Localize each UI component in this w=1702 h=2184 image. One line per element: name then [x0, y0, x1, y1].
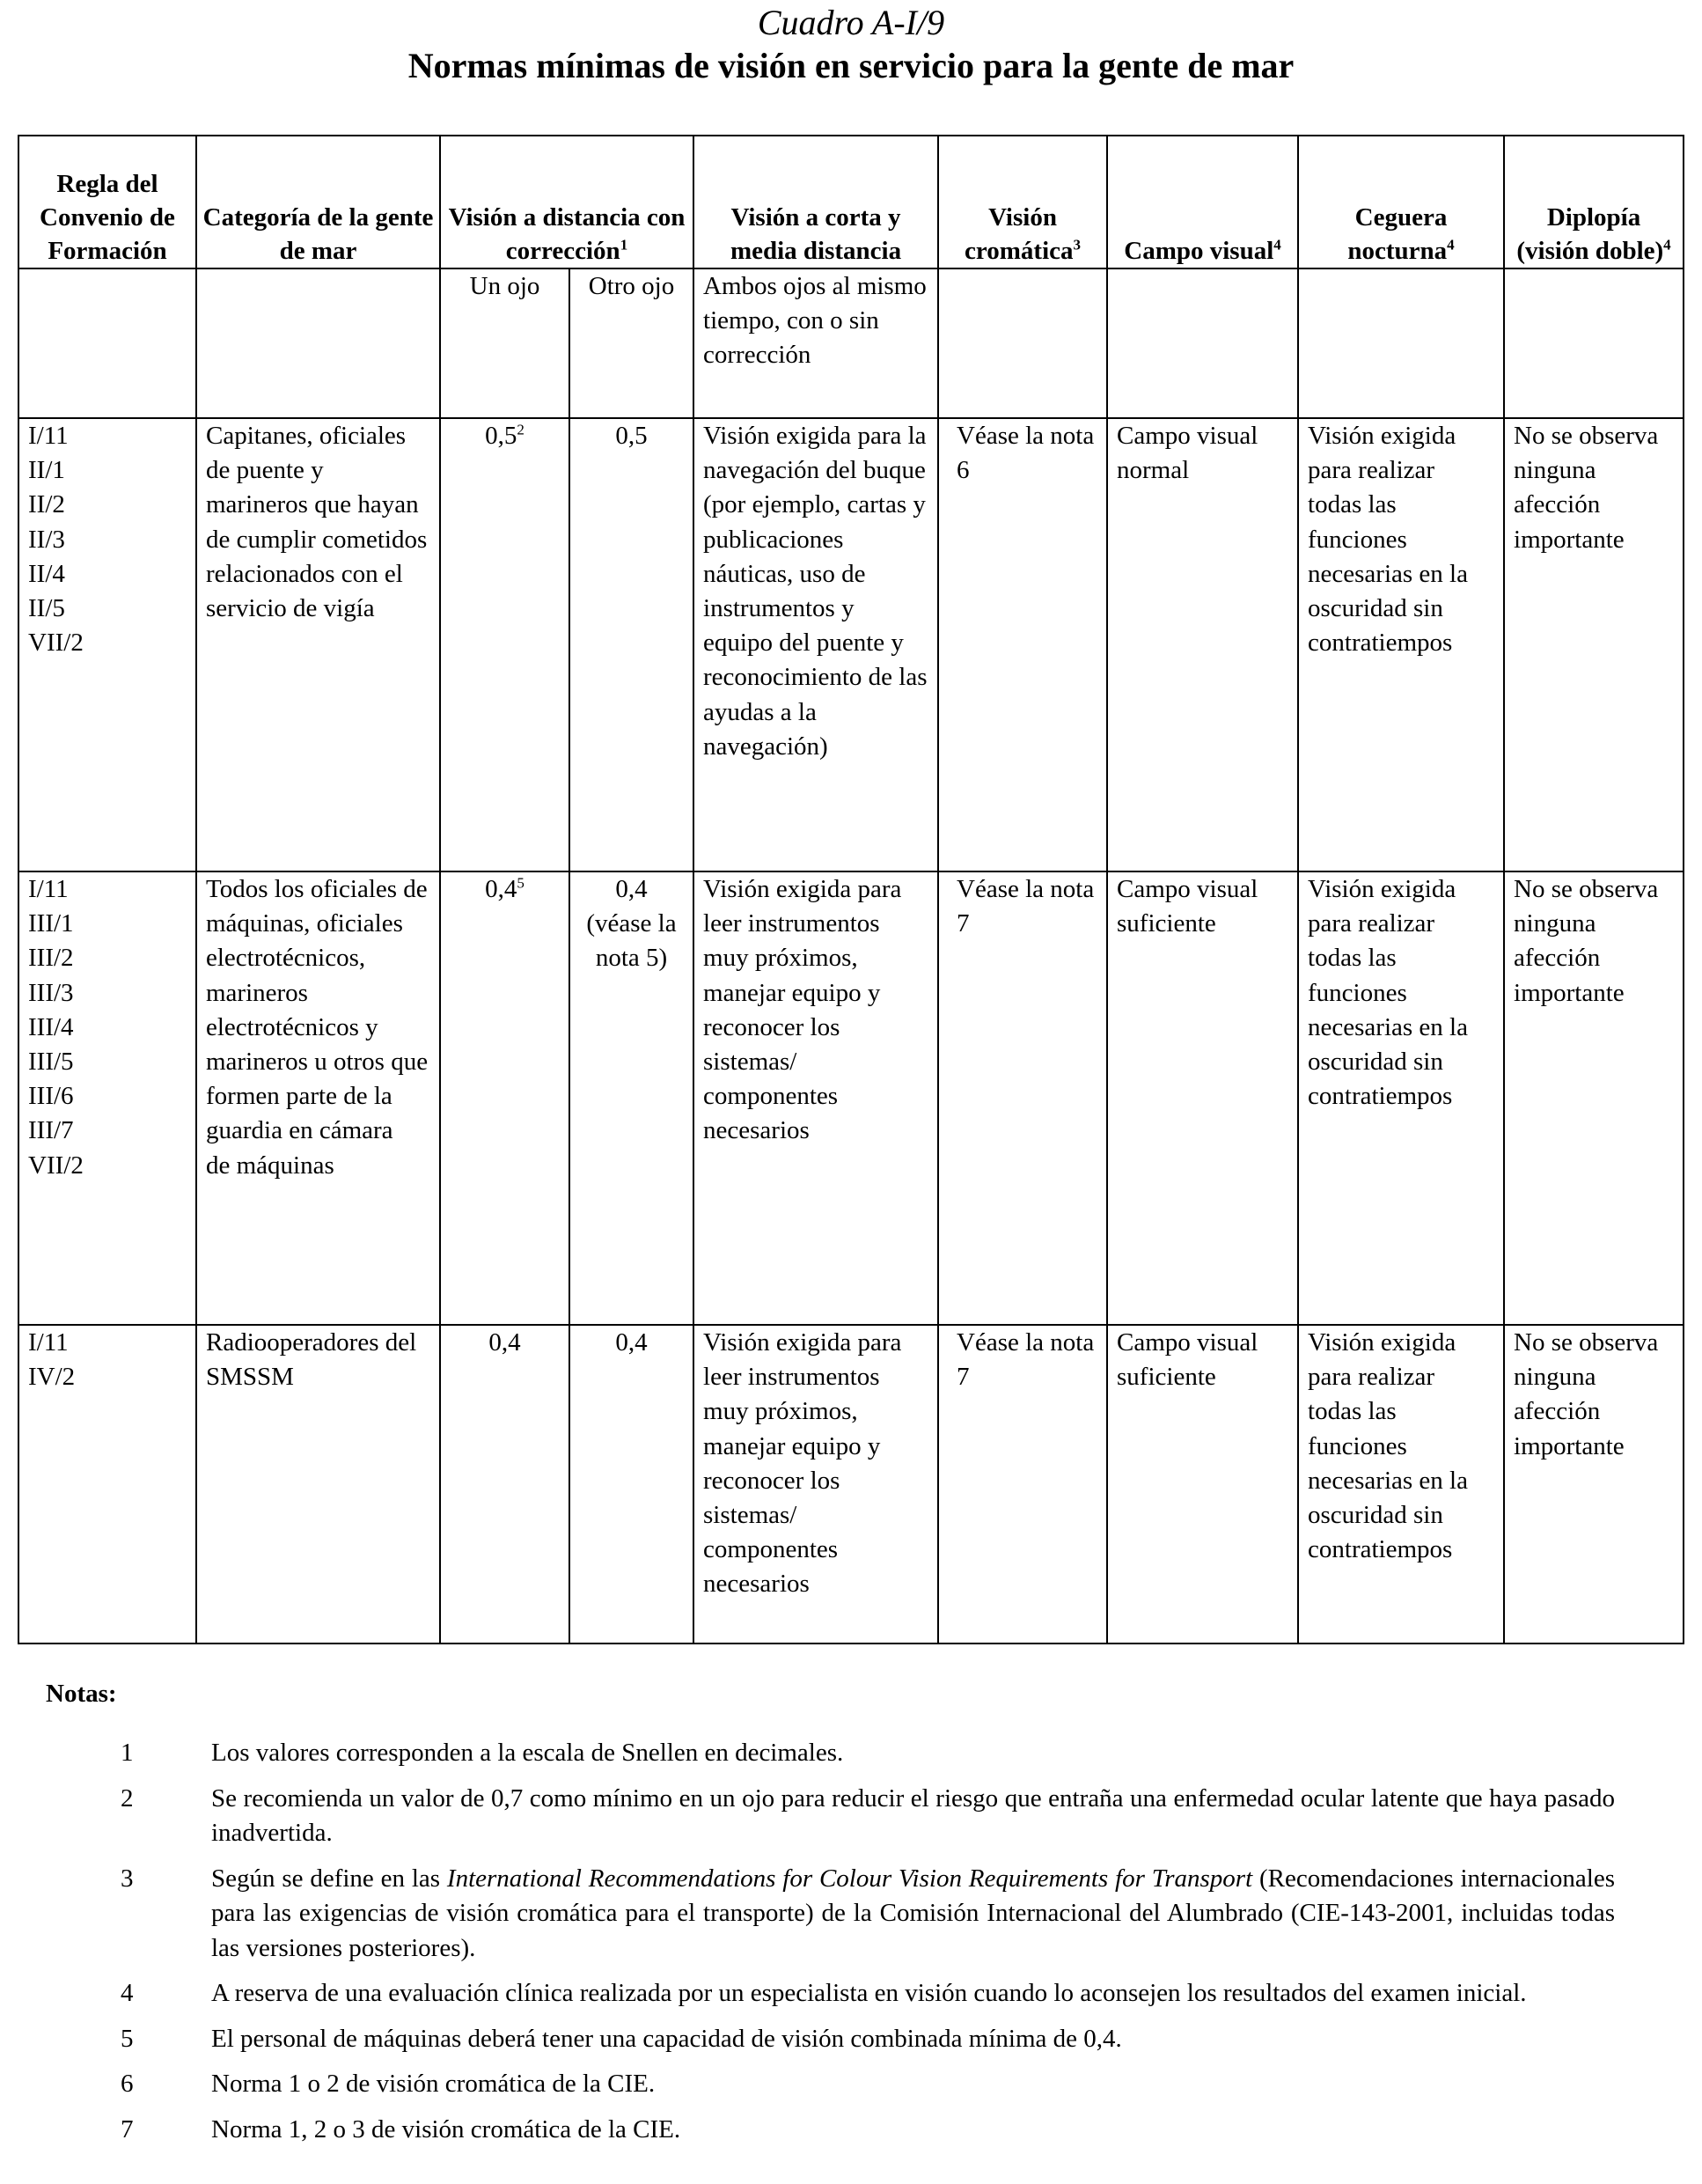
note-number: 2 [121, 1783, 134, 1813]
note-item [46, 2113, 1615, 2148]
note-number: 5 [121, 2024, 134, 2053]
header-categoria: Categoría de la gente de mar [196, 136, 440, 268]
cell-un-ojo: 0,4 [440, 1325, 569, 1644]
cell-un-ojo: $0,4^5$ [440, 871, 569, 1325]
cell-diplopia: No se observa ninguna afección importante [1504, 871, 1684, 1325]
note-italic-title: International Recommendations for Colour Vision Requirements for Transport [446, 1864, 1253, 1893]
note-item [46, 1782, 1615, 1851]
cell-ceguera: Visión exigida para realizar todas las funciones necesarias en la oscuridad sin contratiempos [1298, 418, 1504, 871]
cell-regla: I/11 II/1 II/2 II/3 II/4 II/5 VII/2 [18, 418, 196, 871]
header-campo-visual: Campo visual$^4$ [1107, 136, 1298, 268]
subheader-otro-ojo: Otro ojo [569, 268, 693, 418]
subheader-ambos-ojos: Ambos ojos al mismo tiempo, con o sin corrección [693, 268, 938, 418]
note-number: 1 [121, 1739, 134, 1767]
note-number: 3 [121, 1864, 134, 1893]
vision-standards-table [18, 135, 1684, 1644]
notes-title: Notas: [46, 1680, 117, 1708]
header-vision-corta: Visión a corta y media distancia [693, 136, 938, 268]
cell-regla: I/11 IV/2 [18, 1325, 196, 1644]
cell-vision-cromatica: Véase la nota 7 [938, 871, 1107, 1325]
subheader-empty [1504, 268, 1684, 418]
cell-un-ojo: $0,5^2$ [440, 418, 569, 871]
note-number: 4 [121, 1979, 134, 2007]
cell-vision-corta: Visión exigida para la navegación del buque (por ejemplo, cartas y publicaciones náuticas, uso de instrumentos y equipo del puente y reconocimiento de las ayudas a la navegación) [693, 418, 938, 871]
note-number: 6 [121, 2070, 134, 2098]
header-vision-distancia: Visión a distancia con corrección$^1$ [440, 136, 693, 268]
table-row [18, 1325, 1684, 1644]
note-item [46, 1736, 1615, 1771]
cell-diplopia: No se observa ninguna afección importante [1504, 418, 1684, 871]
cell-ceguera: Visión exigida para realizar todas las funciones necesarias en la oscuridad sin contratiempos [1298, 871, 1504, 1325]
cell-diplopia: No se observa ninguna afección importante [1504, 1325, 1684, 1644]
note-text: Los valores corresponden a la escala de Snellen en decimales. [211, 1739, 844, 1767]
cell-vision-cromatica: Véase la nota 6 [938, 418, 1107, 871]
header-diplopia: Diplopía (visión doble)$^4$ [1504, 136, 1684, 268]
note-number: 7 [121, 2114, 134, 2144]
subheader-empty [18, 268, 196, 418]
cell-categoria: Capitanes, oficiales de puente y marineros que hayan de cumplir cometidos relacionados con el servicio de vigía [196, 418, 440, 871]
note-item [46, 1862, 1615, 1967]
note-item [46, 2067, 1615, 2102]
subheader-un-ojo: Un ojo [440, 268, 569, 418]
cell-otro-ojo: 0,5 [569, 418, 693, 871]
cell-campo-visual: Campo visual suficiente [1107, 871, 1298, 1325]
cell-otro-ojo: 0,4 (véase la nota 5) [569, 871, 693, 1325]
table-heading: Normas mínimas de visión en servicio para la gente de mar [407, 46, 1295, 85]
note-text: El personal de máquinas deberá tener una capacidad de visión combinada mínima de 0,4. [211, 2024, 1122, 2053]
note-item [46, 2022, 1615, 2057]
note-text: Se recomienda un valor de 0,7 como mínimo en un ojo para reducir el riesgo que entraña una enfermedad ocular latente que haya pasado inadvertida. [211, 1783, 1615, 1847]
cell-vision-cromatica: Véase la nota 7 [938, 1325, 1107, 1644]
subheader-empty [1298, 268, 1504, 418]
cell-campo-visual: Campo visual suficiente [1107, 1325, 1298, 1644]
table-subheader-row [18, 268, 1684, 418]
note-text: A reserva de una evaluación clínica realizada por un especialista en visión cuando lo aconsejen los resultados del examen inicial. [211, 1979, 1527, 2007]
subheader-empty [1107, 268, 1298, 418]
notes-list [46, 1736, 1615, 2158]
cell-categoria: Todos los oficiales de máquinas, oficiales electrotécnicos, marineros electrotécnicos y marineros u otros que formen parte de la guardia en cámara de máquinas [196, 871, 440, 1325]
cell-ceguera: Visión exigida para realizar todas las funciones necesarias en la oscuridad sin contratiempos [1298, 1325, 1504, 1644]
cell-vision-corta: Visión exigida para leer instrumentos muy próximos, manejar equipo y reconocer los sistemas/ componentes necesarios [693, 871, 938, 1325]
cell-regla: I/11 III/1 III/2 III/3 III/4 III/5 III/6 III/7 VII/2 [18, 871, 196, 1325]
subheader-empty [196, 268, 440, 418]
table-header-row [18, 136, 1684, 268]
cell-campo-visual: Campo visual normal [1107, 418, 1298, 871]
cell-otro-ojo: 0,4 [569, 1325, 693, 1644]
subheader-empty [938, 268, 1107, 418]
note-text: Norma 1 o 2 de visión cromática de la CIE. [211, 2070, 656, 2098]
cell-categoria: Radiooperadores del SMSSM [196, 1325, 440, 1644]
cell-vision-corta: Visión exigida para leer instrumentos muy próximos, manejar equipo y reconocer los sistemas/ componentes necesarios [693, 1325, 938, 1644]
table-row [18, 871, 1684, 1325]
header-regla: Regla del Convenio de Formación [18, 136, 196, 268]
note-item [46, 1976, 1615, 2011]
table-caption: Cuadro A-I/9 [757, 3, 945, 42]
table-row [18, 418, 1684, 871]
header-vision-cromatica: Visión cromática$^3$ [938, 136, 1107, 268]
note-text: Según se define en las International Recommendations for Colour Vision Requirements for Transport (Recomendaciones internacionales para las exigencias de visión cromática para el transporte) de la Comisión Internacional del Alumbrado (CIE-143-2001, incluidas todas las versiones posteriores). [211, 1864, 1615, 1962]
header-ceguera: Ceguera nocturna$^4$ [1298, 136, 1504, 268]
note-text: Norma 1, 2 o 3 de visión cromática de la CIE. [211, 2114, 681, 2144]
